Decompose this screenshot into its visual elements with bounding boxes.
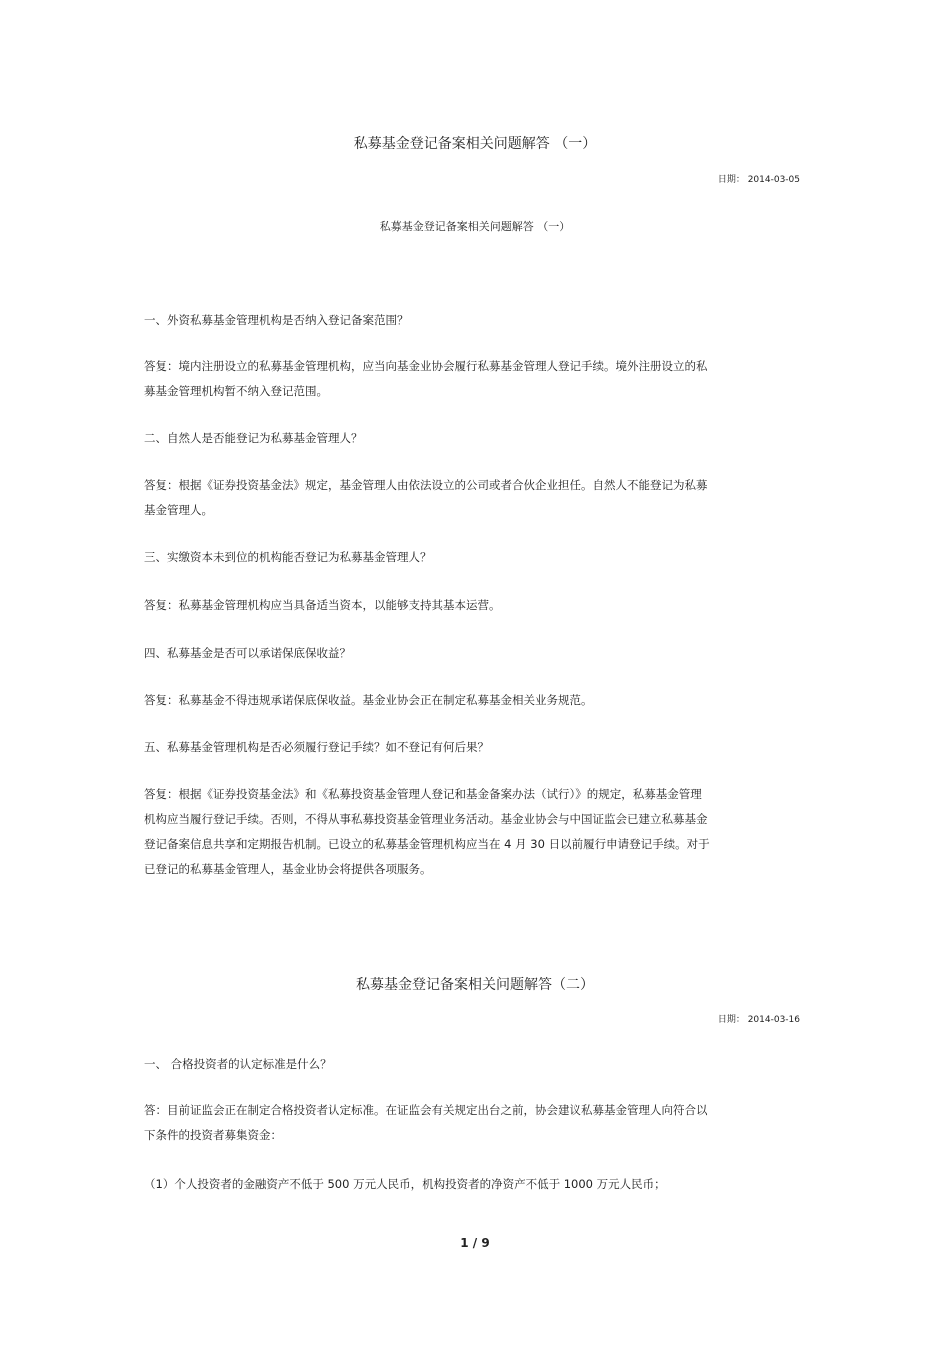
answer-line: 答复：根据《证券投资基金法》规定，基金管理人由依法设立的公司或者合伙企业担任。自然人不能登记为私募 — [144, 478, 708, 492]
answer-line: 答复：私募基金不得违规承诺保底保收益。基金业协会正在制定私募基金相关业务规范。 — [144, 693, 593, 707]
answer-line: 下条件的投资者募集资金： — [144, 1128, 282, 1142]
answer-5 — [144, 782, 710, 882]
answer-line: 已登记的私募基金管理人，基金业协会将提供各项服务。 — [144, 862, 432, 876]
list-item: （1）个人投资者的金融资产不低于 500 万元人民币，机构投资者的净资产不低于 1000 万元人民币； — [144, 1177, 666, 1191]
subtitle-1: 私募基金登记备案相关问题解答 （一） — [379, 220, 571, 233]
question-5: 五、私募基金管理机构是否必须履行登记手续？如不登记有何后果？ — [144, 740, 489, 754]
date-2: 日期： 2014-03-16 — [717, 1015, 800, 1025]
answer-2 — [144, 473, 708, 523]
page-number: 1 / 9 — [460, 1236, 490, 1250]
page-title-2: 私募基金登记备案相关问题解答（二） — [356, 977, 594, 993]
answer-line: 答复：境内注册设立的私募基金管理机构，应当向基金业协会履行私募基金管理人登记手续。境外注册设立的私 — [144, 359, 708, 373]
question-1: 一、外资私募基金管理机构是否纳入登记备案范围？ — [144, 313, 409, 327]
answer-line: 机构应当履行登记手续。否则，不得从事私募投资基金管理业务活动。基金业协会与中国证监会已建立私募基金 — [144, 812, 708, 826]
answer-4 — [144, 688, 593, 713]
answer-line: 募基金管理机构暂不纳入登记范围。 — [144, 384, 328, 398]
answer-line: 答：目前证监会正在制定合格投资者认定标准。在证监会有关规定出台之前，协会建议私募基金管理人向符合以 — [144, 1103, 708, 1117]
date-1: 日期： 2014-03-05 — [717, 175, 800, 185]
question-3: 三、实缴资本未到位的机构能否登记为私募基金管理人？ — [144, 550, 432, 564]
question-4: 四、私募基金是否可以承诺保底保收益？ — [144, 646, 351, 660]
answer-line: 基金管理人。 — [144, 503, 213, 517]
question-2: 二、自然人是否能登记为私募基金管理人？ — [144, 431, 363, 445]
answer-line: 答复：私募基金管理机构应当具备适当资本，以能够支持其基本运营。 — [144, 598, 501, 612]
answer-line: 登记备案信息共享和定期报告机制。已设立的私募基金管理机构应当在 4 月 30 日以前履行申请登记手续。对于 — [144, 837, 710, 851]
question-6: 一、 合格投资者的认定标准是什么？ — [144, 1057, 332, 1071]
answer-6 — [144, 1098, 708, 1148]
answer-3 — [144, 593, 501, 618]
answer-line: 答复：根据《证券投资基金法》和《私募投资基金管理人登记和基金备案办法（试行）》的规定，私募基金管理 — [144, 787, 702, 801]
page-title-1: 私募基金登记备案相关问题解答 （一） — [353, 136, 597, 152]
answer-1 — [144, 354, 708, 404]
